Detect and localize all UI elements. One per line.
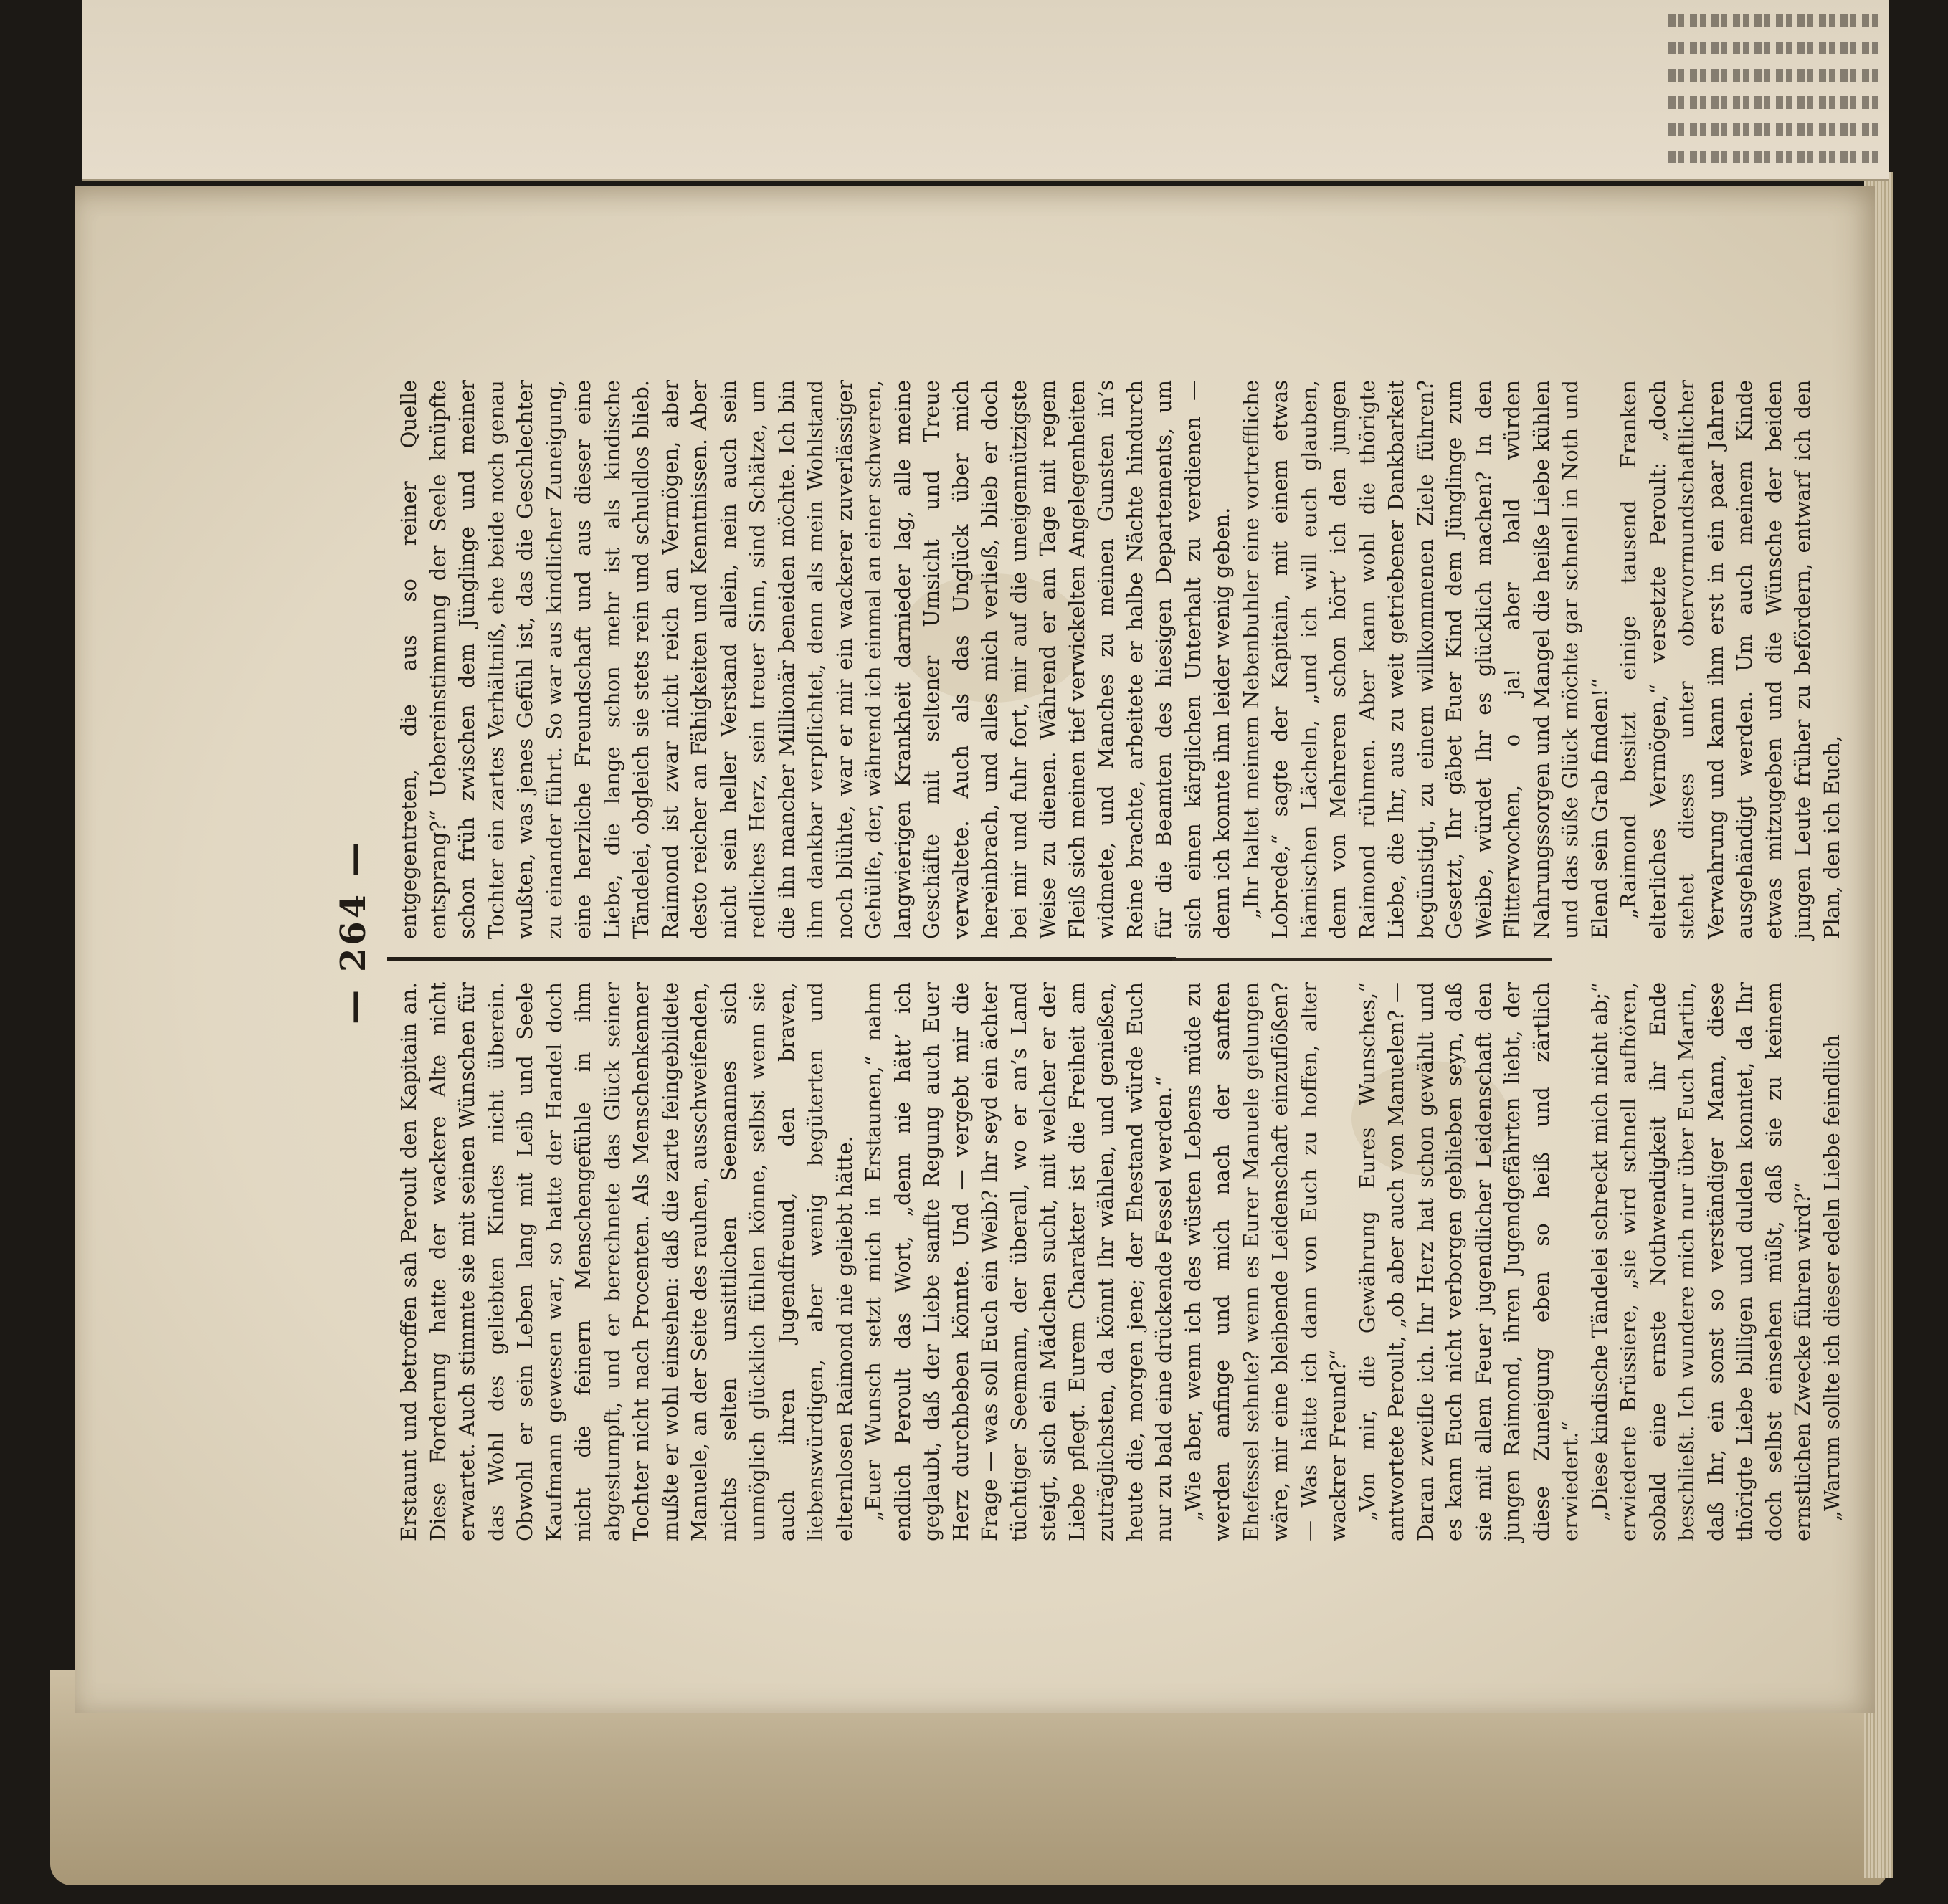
paragraph: „Warum sollte ich dieser edeln Liebe feindlich <box>1819 1034 1844 1521</box>
page-number: — 264 — <box>333 839 374 1024</box>
facing-page-text-fragments <box>1668 0 1883 172</box>
column-divider-lower <box>1172 958 1552 961</box>
left-column <box>394 982 1844 1541</box>
right-column <box>394 380 1844 939</box>
paragraph: „Euer Wunsch setzt mich in Erstaunen,“ nahm endlich Peroult das Wort, „denn nie hätt’ ich geglaubt, daß der Liebe sanfte Regung auch Euer Herz durchbeben könnte. Und — vergebt mir die Frage — was soll Euch ein Weib? Ihr seyd ein ächter tüchtiger Seemann, der überall, wo er an’s Land steigt, sich ein Mädchen sucht, mit welcher er der Liebe pflegt. Eurem Charakter ist die Freiheit am zuträglichsten, da könnt Ihr wählen, und genießen, heute die, morgen jene; der Ehestand würde Euch nur zu bald eine drückende Fessel werden.“ <box>861 982 1176 1541</box>
paragraph: „Wie aber, wenn ich des wüsten Lebens müde zu werden anfinge und mich nach der sanften Ehefessel sehnte? wenn es Eurer Manuele gelungen wäre, mir eine bleibende Leidenschaft einzuflößen? — Was hätte ich dann von Euch zu hoffen, alter wackrer Freund?“ <box>1180 982 1350 1541</box>
paragraph: Erstaunt und betroffen sah Peroult den Kapitain an. Diese Forderung hatte der wackere Alte nicht erwartet. Auch stimmte sie mit seinen Wünschen für das Wohl des geliebten Kindes nicht überein. Obwohl er sein Leben lang mit Leib und Seele Kaufmann gewesen war, so hatte der Handel doch nicht die feinern Menschengefühle in ihm abgestumpft, und er berechnete das Glück seiner Tochter nicht nach Procenten. Als Menschenkenner mußte er wohl einsehen: daß die zarte feingebildete Manuele, an der Seite des rauhen, ausschweifenden, nichts selten unsittlichen Seemannes sich unmöglich glücklich fühlen könne, selbst wenn sie auch ihren Jugendfreund, den braven, liebenswürdigen, aber wenig begüterten und elternlosen Raimond nie geliebt hätte. <box>396 982 857 1541</box>
paragraph: „Raimond besitzt einige tausend Franken elterliches Vermögen,“ versetzte Peroult: „doch stehet dieses unter obervormundschaftlicher Verwahrung und kann ihm erst in ein paar Jahren ausgehändigt werden. Um auch meinem Kinde etwas mitzugeben und die Wünsche der beiden jungen Leute früher zu befördern, entwarf ich den Plan, den ich Euch, <box>1616 380 1844 939</box>
paragraph: „Ihr haltet meinem Nebenbuhler eine vortreffliche Lobrede,“ sagte der Kapitain, mit einem etwas hämischen Lächeln, „und ich will euch glauben, denn von Mehreren schon hört’ ich den jungen Raimond rühmen. Aber kann wohl die thörigte Liebe, die Ihr, aus zu weit getriebener Dankbarkeit begünstigt, zu einem willkommenen Ziele führen? Gesetzt, Ihr gäbet Euer Kind dem Jünglinge zum Weibe, würdet Ihr es glücklich machen? In den Flitterwochen, o ja! aber bald würden Nahrungssorgen und Mangel die heiße Liebe kühlen und das süße Glück möchte gar schnell in Noth und Elend sein Grab finden!“ <box>1238 380 1612 939</box>
column-divider <box>387 957 1176 961</box>
paragraph: „Von mir, die Gewährung Eures Wunsches,“ antwortete Peroult, „ob aber auch von Manuelen? — Daran zweifle ich. Ihr Herz hat schon gewählt und es kann Euch nicht verborgen geblieben seyn, daß sie mit allem Feuer jugendlicher Leidenschaft den jungen Raimond, ihren Jugendgefährten liebt, der diese Zuneigung eben so heiß und zärtlich erwiedert.“ <box>1354 982 1582 1541</box>
facing-page <box>82 0 1889 181</box>
paragraph: entgegentreten, die aus so reiner Quelle entsprang?“ Uebereinstimmung der Seele knüpfte schon früh zwischen dem Jünglinge und meiner Tochter ein zartes Verhältniß, ehe beide noch genau wußten, was jenes Gefühl ist, das die Geschlechter zu einander führt. So war aus kindlicher Zuneigung, eine herzliche Freundschaft und aus dieser eine Liebe, die lange schon mehr ist als kindische Tändelei, obgleich sie stets rein und schuldlos blieb. Raimond ist zwar nicht reich an Vermögen, aber desto reicher an Fähigkeiten und Kenntnissen. Aber nicht sein heller Verstand allein, nein auch sein redliches Herz, sein treuer Sinn, sind Schätze, um die ihn mancher Millionär beneiden möchte. Ich bin ihm dankbar verpflichtet, denn als mein Wohlstand noch blühte, war er mir ein wackerer zuverlässiger Gehülfe, der, während ich einmal an einer schweren, langwierigen Krankheit darnieder lag, alle meine Geschäfte mit seltener Umsicht und Treue verwaltete. Auch als das Unglück über mich hereinbrach, und alles mich verließ, blieb er doch bei mir und fuhr fort, mir auf die uneigennützigste Weise zu dienen. Während er am Tage mit regem Fleiß sich meinen tief verwickelten Angelegenheiten widmete, und Manches zu meinen Gunsten in’s Reine brachte, arbeitete er halbe Nächte hindurch für die Beamten des hiesigen Departements, um sich einen kärglichen Unterhalt zu verdienen — denn ich konnte ihm leider wenig geben. <box>396 380 1234 939</box>
rotated-text-block <box>333 323 1844 1541</box>
paragraph: „Diese kindische Tändelei schreckt mich nicht ab;“ erwiederte Brüssiere, „sie wird schnell aufhören, sobald eine ernste Nothwendigkeit ihr Ende beschließt. Ich wundere mich nur über Euch Martin, daß Ihr, ein sonst so verständiger Mann, diese thörigte Liebe billigen und dulden konntet, da Ihr doch selbst einsehen müßt, daß sie zu keinem ernstlichen Zwecke führen wird?“ <box>1587 982 1815 1541</box>
